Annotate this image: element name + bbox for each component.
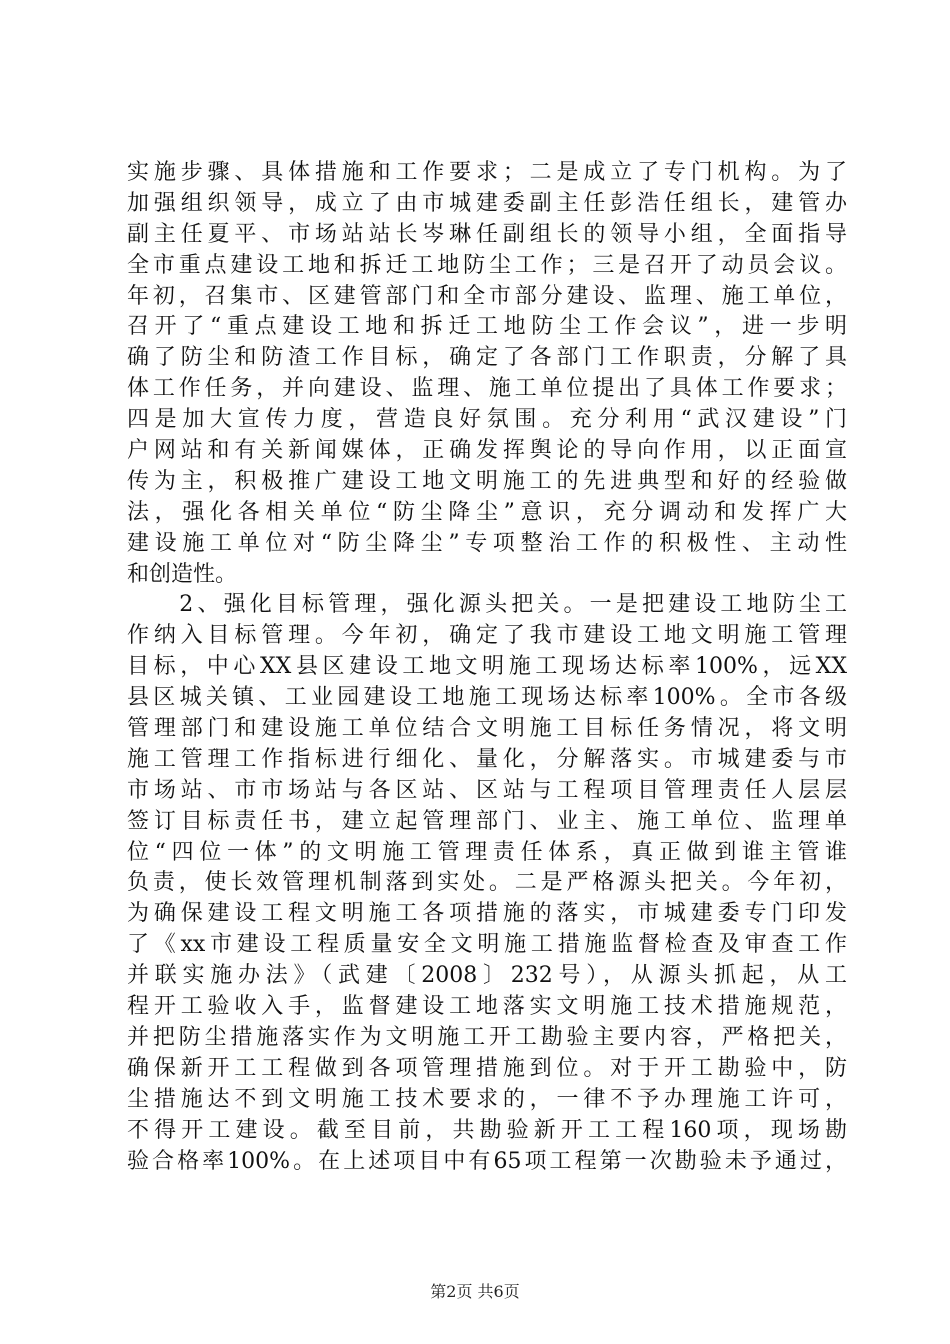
text-line: 副主任夏平、市场站站长岑琳任副组长的领导小组，全面指导 [127, 221, 847, 247]
text-line: 作纳入目标管理。今年初，确定了我市建设工地文明施工管理 [127, 623, 847, 649]
text-line: 县区城关镇、工业园建设工地施工现场达标率100%。全市各级 [127, 685, 847, 711]
text-line: 验合格率100%。在上述项目中有65项工程第一次勘验未予通过， [127, 1148, 847, 1174]
text-line: 为确保建设工程文明施工各项措施的落实，市城建委专门印发 [127, 901, 847, 927]
text-line: 建设施工单位对“防尘降尘”专项整治工作的积极性、主动性 [127, 530, 847, 556]
text-line: 市场站、市市场站与各区站、区站与工程项目管理责任人层层 [127, 777, 847, 803]
page-footer [0, 1282, 950, 1302]
text-line: 实施步骤、具体措施和工作要求；二是成立了专门机构。为了 [127, 160, 847, 185]
text-line: 位“四位一体”的文明施工管理责任体系，真正做到谁主管谁 [127, 839, 847, 865]
page-number: 第2页 [430, 1282, 473, 1301]
text-line: 召开了“重点建设工地和拆迁工地防尘工作会议”，进一步明 [127, 314, 847, 340]
text-line: 确了防尘和防渣工作目标，确定了各部门工作职责，分解了具 [127, 345, 847, 371]
text-line: 目标，中心XX县区建设工地文明施工现场达标率100%，远XX [127, 654, 847, 680]
text-line: 确保新开工工程做到各项管理措施到位。对于开工勘验中，防 [127, 1055, 847, 1081]
text-line: 并把防尘措施落实作为文明施工开工勘验主要内容，严格把关， [127, 1024, 847, 1050]
text-line: 程开工验收入手，监督建设工地落实文明施工技术措施规范， [127, 994, 847, 1020]
text-line: 签订目标责任书，建立起管理部门、业主、施工单位、监理单 [127, 808, 847, 834]
text-line: 了《xx市建设工程质量安全文明施工措施监督检查及审查工作 [127, 932, 847, 958]
text-line: 不得开工建设。截至目前，共勘验新开工工程160项，现场勘 [127, 1117, 847, 1143]
text-line: 四是加大宣传力度，营造良好氛围。充分利用“武汉建设”门 [127, 407, 847, 433]
text-line: 并联实施办法》（武建〔2008〕232号），从源头抓起，从工 [127, 963, 847, 989]
text-line: 管理部门和建设施工单位结合文明施工目标任务情况，将文明 [127, 716, 847, 742]
text-line: 传为主，积极推广建设工地文明施工的先进典型和好的经验做 [127, 468, 847, 494]
text-line: 全市重点建设工地和拆迁工地防尘工作；三是召开了动员会议。 [127, 252, 847, 278]
text-line: 体工作任务，并向建设、监理、施工单位提出了具体工作要求； [127, 376, 847, 402]
text-line: 年初，召集市、区建管部门和全市部分建设、监理、施工单位， [127, 283, 847, 309]
text-line: 2、强化目标管理，强化源头把关。一是把建设工地防尘工 [127, 592, 847, 618]
text-line: 尘措施达不到文明施工技术要求的，一律不予办理施工许可， [127, 1086, 847, 1112]
text-line: 加强组织领导，成立了由市城建委副主任彭浩任组长，建管办 [127, 190, 847, 216]
text-line: 户网站和有关新闻媒体，正确发挥舆论的导向作用，以正面宣 [127, 438, 847, 464]
text-line: 施工管理工作指标进行细化、量化，分解落实。市城建委与市 [127, 746, 847, 772]
text-line: 和创造性。 [127, 561, 238, 587]
document-body [127, 158, 847, 1177]
page-total: 共6页 [477, 1282, 520, 1301]
text-line: 法，强化各相关单位“防尘降尘”意识，充分调动和发挥广大 [127, 499, 847, 525]
text-line: 负责，使长效管理机制落到实处。二是严格源头把关。今年初， [127, 870, 847, 896]
